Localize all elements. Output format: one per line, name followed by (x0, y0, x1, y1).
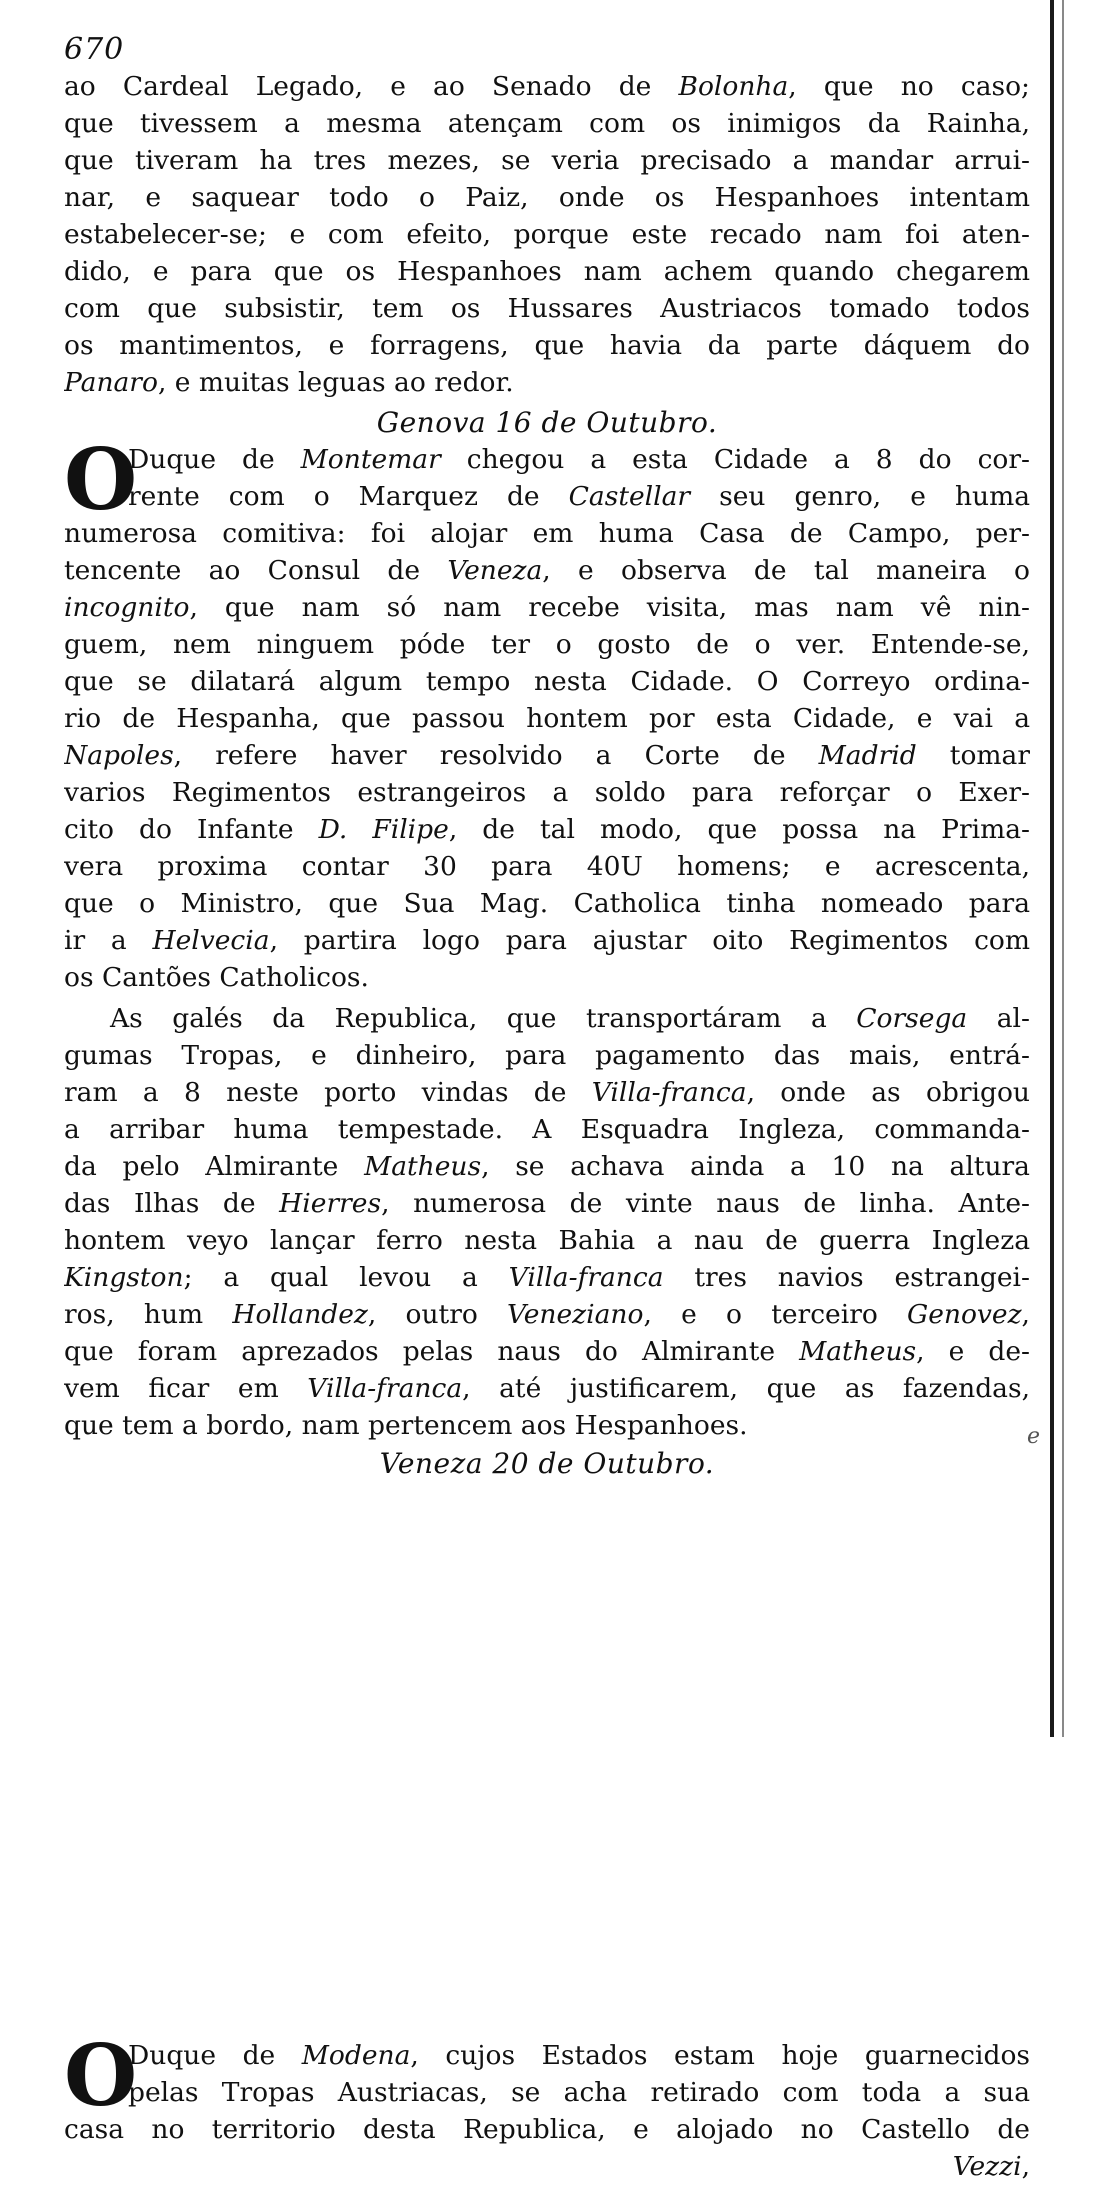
text-line: Napoles, refere haver resolvido a Corte de Madrid tomar (64, 740, 1030, 771)
text-line: rente com o Marquez de Castellar seu genro, e huma (128, 481, 1030, 512)
text-line: casa no territorio desta Republica, e alojado no Castello de (64, 2114, 1030, 2145)
dateline-genova (64, 404, 1030, 441)
dateline-veneza (64, 1445, 1030, 1482)
text-line: que tivessem a mesma atençam com os inimigos da Rainha, (64, 108, 1030, 139)
text-line: da pelo Almirante Matheus, se achava ainda a 10 na altura (64, 1151, 1030, 1182)
text-line: ram a 8 neste porto vindas de Villa-franca, onde as obrigou (64, 1077, 1030, 1108)
text-line: tencente ao Consul de Veneza, e observa de tal maneira o (64, 555, 1030, 586)
text-line: Kingston; a qual levou a Villa-franca tres navios estrangei- (64, 1262, 1030, 1293)
text-line: das Ilhas de Hierres, numerosa de vinte naus de linha. Ante- (64, 1188, 1030, 1219)
paragraph-modena (64, 2026, 1030, 2185)
text-line: que se dilatará algum tempo nesta Cidade. O Correyo ordina- (64, 666, 1030, 697)
text-line: que tiveram ha tres mezes, se veria precisado a mandar arrui- (64, 145, 1030, 176)
text-line: a arribar huma tempestade. A Esquadra Ingleza, commanda- (64, 1114, 1030, 1145)
text-line: incognito, que nam só nam recebe visita, mas nam vê nin- (64, 592, 1030, 623)
text-line: os Cantões Catholicos. (64, 962, 369, 993)
text-line: Vezzi, (952, 2151, 1030, 2182)
text-line: cito do Infante D. Filipe, de tal modo, que possa na Prima- (64, 814, 1030, 845)
text-line: Duque de Modena, cujos Estados estam hoje guarnecidos (128, 2040, 1030, 2071)
text-line: os mantimentos, e forragens, que havia da parte dáquem do (64, 330, 1030, 361)
dateline: Genova 16 de Outubro. (376, 406, 718, 439)
page-number: 670 (64, 32, 125, 67)
dateline: Veneza 20 de Outubro. (379, 1447, 715, 1480)
text-line: dido, e para que os Hespanhoes nam achem quando chegarem (64, 256, 1030, 287)
text-line: Duque de Montemar chegou a esta Cidade a 8 do cor- (128, 444, 1030, 475)
text-line: nar, e saquear todo o Paiz, onde os Hespanhoes intentam (64, 182, 1030, 213)
text-line: que o Ministro, que Sua Mag. Catholica tinha nomeado para (64, 888, 1030, 919)
drop-cap: O (64, 430, 138, 529)
text-line: ir a Helvecia, partira logo para ajustar oito Regimentos com (64, 925, 1030, 956)
page-edge-shadow (1062, 0, 1064, 1737)
page-edge-rule (1050, 0, 1054, 1737)
text-line: numerosa comitiva: foi alojar em huma Casa de Campo, per- (64, 518, 1030, 549)
text-line: vem ficar em Villa-franca, até justificarem, que as fazendas, (64, 1373, 1030, 1404)
text-line: que foram aprezados pelas naus do Almirante Matheus, e de- (64, 1336, 1030, 1367)
text-line: com que subsistir, tem os Hussares Austriacos tomado todos (64, 293, 1030, 324)
text-line: ros, hum Hollandez, outro Veneziano, e o terceiro Genovez, (64, 1299, 1030, 1330)
text-line: As galés da Republica, que transportáram a Corsega al- (110, 1003, 1030, 1034)
text-line: gumas Tropas, e dinheiro, para pagamento das mais, entrá- (64, 1040, 1030, 1071)
text-line: rio de Hespanha, que passou hontem por esta Cidade, e vai a (64, 703, 1030, 734)
text-line: hontem veyo lançar ferro nesta Bahia a nau de guerra Ingleza (64, 1225, 1030, 1256)
paragraph-bolonha (64, 68, 1030, 401)
text-line: vera proxima contar 30 para 40U homens; e acrescenta, (64, 851, 1030, 882)
text-line: que tem a bordo, nam pertencem aos Hespanhoes. (64, 1410, 748, 1441)
text-line: pelas Tropas Austriacas, se acha retirado com toda a sua (128, 2077, 1030, 2108)
text-line: Panaro, e muitas leguas ao redor. (64, 367, 514, 398)
text-line: estabelecer-se; e com efeito, porque este recado nam foi aten- (64, 219, 1030, 250)
text-line: ao Cardeal Legado, e ao Senado de Bolonha, que no caso; (64, 71, 1030, 102)
paragraph-republica (64, 1000, 1030, 1444)
text-line: varios Regimentos estrangeiros a soldo para reforçar o Exer- (64, 777, 1030, 808)
text-line: guem, nem ninguem póde ter o gosto de o ver. Entende-se, (64, 629, 1030, 660)
margin-mark: e (1026, 1424, 1040, 1449)
drop-cap: O (64, 2026, 138, 2125)
paragraph-montemar (64, 430, 1030, 996)
